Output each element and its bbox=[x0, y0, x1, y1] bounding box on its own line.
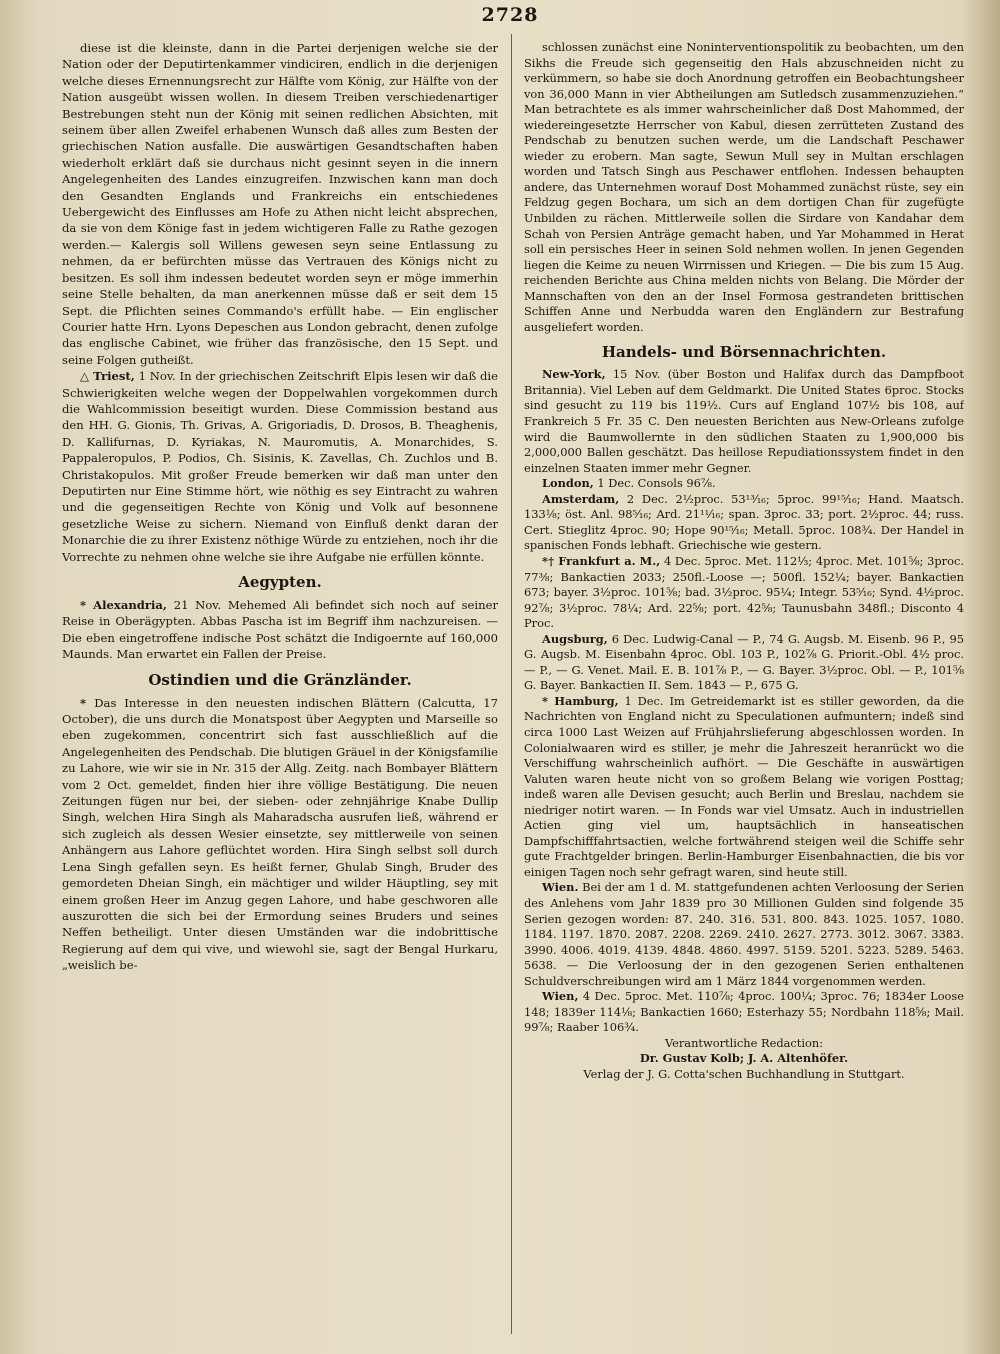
dateline: Augsburg, bbox=[542, 631, 608, 646]
dateline-paragraph bbox=[524, 476, 964, 492]
section-heading: Handels- und Börsennachrichten. bbox=[601, 343, 887, 362]
dateline: * bbox=[80, 695, 95, 710]
section-heading: Aegypten. bbox=[238, 573, 322, 591]
dateline: London, bbox=[542, 476, 594, 491]
dateline: New-York, bbox=[542, 367, 606, 382]
section-heading: Ostindien und die Gränzländer. bbox=[148, 670, 412, 689]
imprint-line: Verlag der J. G. Cotta'schen Buchhandlung in Stuttgart. bbox=[583, 1067, 905, 1081]
dateline-paragraph bbox=[524, 989, 964, 1036]
editor-names bbox=[524, 1051, 964, 1067]
dateline-paragraph bbox=[524, 492, 964, 554]
article-paragraph: schlossen zunächst eine Noninterventionspolitik zu beobachten, um den Sikhs die Freude sich gegenseitig den Hals abzuschneiden nicht zu verkümmern, so habe sie doch Anordnung getroffen ein Beobachtungsheer von 36,000 Mann in vier Abtheilungen am Sutledsch zusammenzuziehen.“ Man betrachtete es als immer wahrscheinlicher daß Dost Mahommed, der wiedereingesetzte Herrscher von Kabul, diesen zerrütteten Zustand des Pendschab zu benutzen suchen werde, um die Landschaft Peschawer wieder zu erobern. Man sagte, Sewun Mull sey in Multan erschlagen worden und Tatsch Singh aus Peschawer entflohen. Indessen behaupten andere, das Unternehmen worauf Dost Mohammed zunächst rüste, sey ein Feldzug gegen Bochara, um sich an dem dortigen Chan für zugefügte Unbilden zu rächen. Mittlerweile sollen die Sirdare von Kandahar dem Schah von Persien Anträge gemacht haben, und Yar Mohammed in Herat soll ein persisches Heer in seinen Sold nehmen wollen. In jenen Gegenden liegen die Keime zu neuen Wirrnissen und Kriegen. — Die bis zum 15 Aug. reichenden Berichte aus China melden nichts von Belang. Die Mörder der Mannschaften von den an der Insel Formosa gestrandeten brittischen Schiffen Anne und Nerbudda waren den Engländern zur Bestrafung ausgeliefert worden. bbox=[524, 40, 964, 334]
dateline-paragraph bbox=[62, 597, 498, 663]
dateline: Wien. bbox=[542, 880, 579, 895]
dateline-paragraph bbox=[62, 695, 498, 974]
dateline-paragraph bbox=[62, 368, 498, 565]
paragraph-text: 21 Nov. Mehemed Ali befindet sich noch auf seiner Reise in Oberägypten. Abbas Pascha ist im Begriff ihm nachzureisen. — Die eben eingetroffene indische Post schätzt die Indigoernte auf 160,000 Maunds. Man erwartet ein Fallen der Preise. bbox=[62, 598, 498, 662]
dateline: Amsterdam, bbox=[542, 491, 620, 506]
paragraph-text: 1 Dec. Im Getreidemarkt ist es stiller geworden, da die Nachrichten von England nicht zu Speculationen aufmuntern; indeß sind circa 1000 Last Weizen auf Frühjahrslieferung abgeschlossen worden. In Colonialwaaren wird es stiller, je mehr die Jahreszeit heranrückt wo die Verschiffung wahrscheinlich aufhört. — Die Geschäfte in auswärtigen Valuten waren heute nicht von so großem Belang wie vorigen Posttag; indeß waren alle Devisen gesucht; auch Berlin und Breslau, nachdem sie niedriger notirt waren. — In Fonds war viel Umsatz. Auch in industriellen Actien ging viel um, hauptsächlich in hanseatischen Dampfschifffahrtsactien, welche fortwährend steigen weil die Schiffe sehr gute Frachtgelder bringen. Berlin-Hamburger Eisenbahnactien, die bis vor einigen Tagen noch sehr gefragt waren, sind heute still. bbox=[524, 693, 964, 879]
paragraph-text: 4 Dec. 5proc. Met. 112⅓; 4proc. Met. 101⅝; 3proc. 77⅜; Bankactien 2033; 250fl.-Loose —; 500fl. 152¼; bayer. Bankactien 673; bayer. 3½proc. 101⅝; bad. 3½proc. 95¼; Integr. 53⁵⁄₁₆; Synd. 4½proc. 92⅞; 3½proc. 78¼; Ard. 22⅝; port. 42⅝; Taunusbahn 348fl.; Disconto 4 Proc. bbox=[524, 553, 964, 631]
editor-names-text: Dr. Gustav Kolb; J. A. Altenhöfer. bbox=[639, 1051, 849, 1066]
dateline-paragraph bbox=[524, 367, 964, 476]
imprint-line: Verantwortliche Redaction: bbox=[664, 1035, 824, 1050]
dateline-paragraph bbox=[524, 632, 964, 694]
dateline: * Alexandria, bbox=[80, 598, 167, 612]
paragraph-text: 6 Dec. Ludwig-Canal — P., 74 G. Augsb. M. Eisenb. 96 P., 95 G. Augsb. M. Eisenbahn 4proc. Obl. 103 P., 102⅞ G. Priorit.-Obl. 4½ proc. — P., — G. Venet. Mail. E. B. 101⅞ P., — G. Bayer. 3½proc. Obl. — P., 101⅝ G. Bayer. Bankactien II. Sem. 1843 — P., 675 G. bbox=[524, 631, 964, 693]
paragraph-text: 1 Dec. Consols 96⅞. bbox=[593, 476, 716, 491]
dateline: *† Frankfurt a. M., bbox=[542, 553, 661, 568]
article-paragraph: diese ist die kleinste, dann in die Partei derjenigen welche sie der Nation oder der Deputirtenkammer vindiciren, endlich in die derjenigen welche dieses Ernennungsrecht zur Hälfte vom König, zur Hälfte von der Nation ausgeübt wissen wollen. In diesem Treiben verschiedenartiger Bestrebungen steht nun der König mit seinen redlichen Absichten, mit seinem über allen Zweifel erhabenen Wunsch daß alles zum Besten der griechischen Nation ausfalle. Die auswärtigen Gesandtschaften haben wiederholt erklärt daß sie durchaus nicht gesinnt seyen in die innern Angelegenheiten des Landes einzugreifen. Inzwischen kann man doch den Gesandten Englands und Frankreichs ein entschiedenes Uebergewicht des Einflusses am Hofe zu Athen nicht leicht absprechen, da sie von dem Könige fast in jedem wichtigeren Falle zu Rathe gezogen werden.— Kalergis soll Willens gewesen seyn seine Entlassung zu nehmen, da er befürchten müsse das Vertrauen des Königs nicht zu besitzen. Es soll ihm indessen bedeutet worden seyn er möge immerhin seine Stelle behalten, da man anerkennen müsse daß er seit dem 15 Sept. die Pflichten seines Commando's erfüllt habe. — Ein englischer Courier hatte Hrn. Lyons Depeschen aus London gebracht, denen zufolge das englische Cabinet, wie früher das französische, den 15 Sept. und seine Folgen gutheißt. bbox=[62, 41, 498, 367]
dateline: △ Triest, bbox=[80, 369, 135, 384]
dateline: * Hamburg, bbox=[542, 693, 619, 708]
dateline-paragraph bbox=[524, 880, 964, 989]
paragraph-text: 15 Nov. (über Boston und Halifax durch das Dampfboot Britannia). Viel Leben auf dem Geldmarkt. Die United States 6proc. Stocks sind gesucht zu 119 bis 119½. Curs auf England 107½ bis 108, auf Frankreich 5 Fr. 35 C. Den neuesten Berichten aus New-Orleans zufolge wird die Baumwollernte in den südlichen Staaten zu 1,900,000 bis 2,000,000 Ballen geschätzt. Das heillose Repudiationssystem findet in den einzelnen Staaten immer mehr Gegner. bbox=[524, 367, 964, 475]
paragraph-text: 1 Nov. In der griechischen Zeitschrift Elpis lesen wir daß die Schwierigkeiten welche wegen der Doppelwahlen vorgekommen durch die Wahlcommission beseitigt wurden. Diese Commission bestand aus den HH. G. Gionis, Th. Grivas, A. Grigoriadis, D. Drosos, B. Theagheni​s, D. Kallifurnas, D. Kyriakas, N. Mauromutis, A. Monarchides, S. Pappaleropulos, P. Podios, Ch. Sisinis, K. Zavellas, Ch. Zuchlos und B. Christakopulos. Mit großer Freude bemerken wir daß man unter den Deputirten nur Eine Stimme hört, wie nöthig es sey Eintracht zu wahren und die gegenseitigen Rechte von König und Volk auf besonnene gesetzliche Weise zu sichern. Niemand von Einfluß denkt daran der Monarchie die zu ihrer Existenz nöthige Würde zu entziehen, noch ihr die Vorrechte zu nehmen ohne welche sie ihre Aufgabe nie erfüllen könnte. bbox=[62, 369, 498, 564]
paragraph-text: Das Interesse in den neuesten indischen Blättern (Calcutta, 17 October), die uns durch die Monatspost über Aegypten und Marseille so eben zugekommen, concentrirt sich fast ausschließlich auf die Angelegenheiten des Pendschab. Die blutigen Gräuel in der Königsfamilie zu Lahore, wie wir sie in Nr. 315 der Allg. Zeitg. nach Bombayer Blättern vom 2 Oct. gemeldet, finden hier ihre völlige Bestätigung. Die neuen Zeitungen fügen nur bei, der sieben- oder zehnjährige Knabe Dullip Singh, welchen Hira Singh als Maharadscha ausrufen ließ, während er sich zugleich als dessen Wesier einsetzte, sey mittlerweile von seinen Anhängern aus Lahore geflüchtet worden. Hira Singh selbst soll durch Lena Singh gefallen seyn. Es heißt ferner, Ghulab Singh, Bruder des gemordeten Dheian Singh, ein mächtiger und wilder Häuptling, sey mit einem großen Heer im Anzug gegen Lahore, und habe geschworen alle auszurotten die sich bei der Ermordung seines Bruders und seines Neffen betheiligt. Unter diesen Umständen war die indobrittische Regierung auf dem qui vive, und wiewohl sie, sagt der Bengal Hurkaru, „weislich be- bbox=[62, 695, 498, 973]
paragraph-text: 4 Dec. 5proc. Met. 110⅞; 4proc. 100¼; 3proc. 76; 1834er Loose 148; 1839er 114⅛; Bankactien 1660; Esterhazy 55; Nordbahn 118⅝; Mail. 99⅞; Raaber 106¾. bbox=[524, 989, 964, 1035]
dateline: Wien, bbox=[542, 989, 579, 1004]
paragraph-text: 2 Dec. 2½proc. 53¹³⁄₁₆; 5proc. 99¹⁵⁄₁₆; Hand. Maatsch. 133⅛; öst. Anl. 98⁵⁄₁₆; Ard. 21¹¹⁄₁₆; span. 3proc. 33; port. 2½proc. 44; russ. Cert. Stieglitz 4proc. 90; Hope 90¹⁵⁄₁₆; Metall. 5proc. 108¾. Der Handel in spanischen Fonds lebhaft. Griechische wie gestern. bbox=[524, 491, 964, 553]
page-number: 2728 bbox=[481, 4, 539, 26]
paragraph-text: Bei der am 1 d. M. stattgefundenen achten Verloosung der Serien des Anlehens vom Jahr 1839 pro 30 Millionen Gulden sind folgende 35 Serien gezogen worden: 87. 240. 316. 531. 800. 843. 1025. 1057. 1080. 1184. 1197. 1870. 2087. 2208. 2269. 2410. 2627. 2773. 3012. 3067. 3383. 3990. 4006. 4019. 4139. 4848. 4860. 4997. 5159. 5201. 5223. 5289. 5463. 5638. — Die Verloosung der in den gezogenen Serien enthaltenen Schuldverschreibungen wird am 1 März 1844 vorgenommen werden. bbox=[524, 880, 964, 988]
left-column bbox=[62, 40, 498, 1345]
dateline-paragraph bbox=[524, 694, 964, 881]
right-column bbox=[524, 40, 964, 1345]
dateline-paragraph bbox=[524, 554, 964, 632]
column-divider bbox=[511, 34, 512, 1334]
